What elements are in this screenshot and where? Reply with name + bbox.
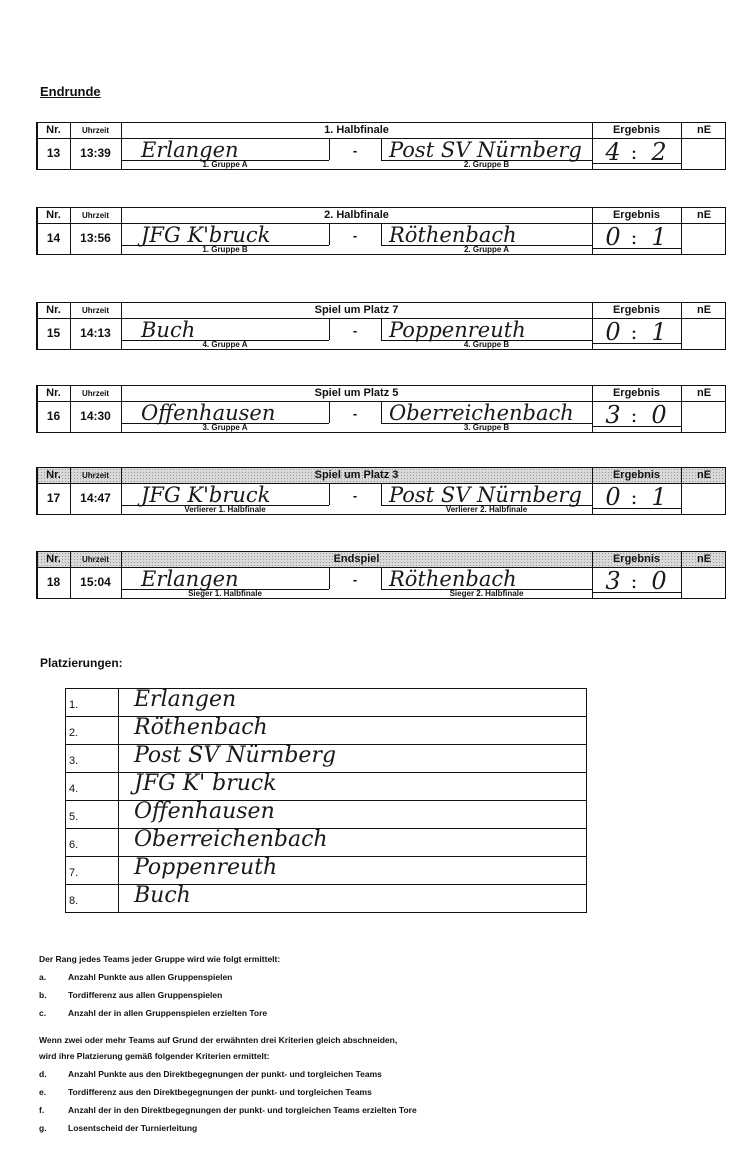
match-table	[36, 302, 726, 350]
match-number: 18	[46, 575, 61, 589]
match-number: 16	[46, 409, 61, 423]
team2-name: Poppenreuth	[389, 318, 526, 342]
match-number: 15	[46, 326, 61, 340]
score-separator: :	[630, 140, 638, 164]
rule-text: Anzahl der in den Direktbegegnungen der punkt- und torgleichen Teams erzielten Tore	[68, 1105, 417, 1115]
header-nr: Nr.	[46, 304, 61, 316]
rule-letter: f.	[39, 1105, 45, 1115]
rule-item	[39, 1083, 719, 1101]
vs-dash: -	[352, 323, 358, 338]
match-name: 2. Halbfinale	[324, 209, 389, 221]
header-time: Uhrzeit	[81, 211, 110, 220]
score-team1: 4	[605, 138, 621, 166]
score-separator: :	[630, 485, 638, 509]
match-name: Spiel um Platz 5	[314, 387, 399, 399]
placement-team: Poppenreuth	[134, 855, 278, 880]
placement-rank: 6.	[69, 839, 79, 851]
score-team2: 2	[651, 138, 667, 166]
rule-item	[39, 986, 719, 1004]
endrunde-title: Endrunde	[40, 84, 101, 99]
score-team1: 3	[605, 401, 621, 429]
team1-seed: 3. Gruppe A	[202, 423, 248, 432]
rule-item	[39, 1101, 719, 1119]
rules-intro-2b: wird ihre Platzierung gemäß folgender Kriterien ermittelt:	[39, 1051, 270, 1061]
match-table	[36, 207, 726, 255]
header-time: Uhrzeit	[81, 126, 110, 135]
placement-rank: 7.	[69, 867, 79, 879]
rule-text: Anzahl Punkte aus allen Gruppenspielen	[68, 972, 233, 982]
placement-rank: 8.	[69, 895, 79, 907]
score-team2: 0	[651, 401, 667, 429]
score-team2: 1	[651, 223, 667, 251]
header-ne: nE	[696, 469, 712, 481]
score-team2: 1	[651, 318, 667, 346]
header-ne: nE	[696, 387, 712, 399]
score-team1: 0	[605, 483, 621, 511]
score-separator: :	[630, 225, 638, 249]
header-result: Ergebnis	[612, 553, 661, 565]
vs-dash: -	[352, 143, 358, 158]
rule-letter: c.	[39, 1008, 47, 1018]
match-name: 1. Halbfinale	[324, 124, 389, 136]
header-time: Uhrzeit	[81, 555, 110, 564]
header-ne: nE	[696, 553, 712, 565]
match-time: 14:13	[80, 326, 111, 340]
rule-text: Losentscheid der Turnierleitung	[68, 1123, 198, 1133]
score-team2: 1	[651, 483, 667, 511]
header-nr: Nr.	[46, 209, 61, 221]
team1-name: JFG K'bruck	[141, 223, 271, 247]
rule-letter: d.	[39, 1069, 47, 1079]
header-nr: Nr.	[46, 469, 61, 481]
header-ne: nE	[696, 304, 712, 316]
team1-name: JFG K'bruck	[141, 483, 271, 507]
placement-team: JFG K' bruck	[134, 771, 277, 796]
match-table	[36, 122, 726, 170]
rule-item	[39, 968, 719, 986]
team2-seed: 2. Gruppe B	[463, 160, 510, 169]
rule-letter: e.	[39, 1087, 47, 1097]
team1-name: Erlangen	[141, 138, 239, 162]
header-time: Uhrzeit	[81, 471, 110, 480]
rule-letter: b.	[39, 990, 47, 1000]
rule-text: Anzahl Punkte aus den Direktbegegnungen der punkt- und torgleichen Teams	[68, 1069, 382, 1079]
match-time: 14:30	[80, 409, 111, 423]
team1-name: Buch	[141, 318, 196, 342]
team1-name: Offenhausen	[141, 401, 276, 425]
team1-seed: 1. Gruppe B	[202, 245, 248, 254]
team2-name: Röthenbach	[389, 567, 517, 591]
team1-seed: Verlierer 1. Halbfinale	[184, 505, 266, 514]
score-team1: 0	[605, 223, 621, 251]
rule-letter: g.	[39, 1123, 47, 1133]
match-time: 13:39	[80, 146, 111, 160]
team1-seed: 4. Gruppe A	[202, 340, 248, 349]
match-time: 15:04	[80, 575, 111, 589]
header-time: Uhrzeit	[81, 389, 110, 398]
header-nr: Nr.	[46, 387, 61, 399]
score-separator: :	[630, 320, 638, 344]
vs-dash: -	[352, 406, 358, 421]
rules-intro-1: Der Rang jedes Teams jeder Gruppe wird wie folgt ermittelt:	[39, 954, 281, 964]
header-result: Ergebnis	[612, 304, 661, 316]
vs-dash: -	[352, 488, 358, 503]
rules-intro-2a: Wenn zwei oder mehr Teams auf Grund der erwähnten drei Kriterien gleich abschneiden,	[39, 1035, 398, 1045]
team2-seed: 2. Gruppe A	[463, 245, 510, 254]
team2-name: Post SV Nürnberg	[389, 483, 582, 507]
match-time: 14:47	[80, 491, 111, 505]
team2-name: Post SV Nürnberg	[389, 138, 582, 162]
placement-team: Offenhausen	[134, 799, 275, 824]
placement-team: Post SV Nürnberg	[134, 743, 337, 768]
match-table	[36, 385, 726, 433]
score-separator: :	[630, 403, 638, 427]
placement-rank: 4.	[69, 783, 79, 795]
vs-dash: -	[352, 572, 358, 587]
team2-seed: Verlierer 2. Halbfinale	[445, 505, 528, 514]
rule-text: Tordifferenz aus den Direktbegegnungen der punkt- und torgleichen Teams	[68, 1087, 372, 1097]
placement-team: Röthenbach	[134, 715, 268, 740]
team1-name: Erlangen	[141, 567, 239, 591]
team2-seed: 4. Gruppe B	[463, 340, 510, 349]
match-table	[36, 551, 726, 599]
placement-rank: 2.	[69, 727, 79, 739]
score-team2: 0	[651, 567, 667, 595]
match-number: 13	[46, 146, 61, 160]
header-nr: Nr.	[46, 124, 61, 136]
header-result: Ergebnis	[612, 387, 661, 399]
team2-seed: Sieger 2. Halbfinale	[449, 589, 524, 598]
rule-letter: a.	[39, 972, 47, 982]
header-result: Ergebnis	[612, 469, 661, 481]
team1-seed: Sieger 1. Halbfinale	[188, 589, 262, 598]
match-name: Spiel um Platz 3	[314, 469, 399, 481]
header-ne: nE	[696, 124, 712, 136]
match-number: 17	[46, 491, 61, 505]
score-team1: 3	[605, 567, 621, 595]
team2-seed: 3. Gruppe B	[463, 423, 510, 432]
rule-item	[39, 1004, 719, 1022]
rule-item	[39, 1119, 719, 1137]
header-result: Ergebnis	[612, 124, 661, 136]
score-team1: 0	[605, 318, 621, 346]
team2-name: Röthenbach	[389, 223, 517, 247]
header-ne: nE	[696, 209, 712, 221]
match-name: Endspiel	[333, 553, 380, 565]
placements-title: Platzierungen:	[40, 656, 123, 670]
score-separator: :	[630, 569, 638, 593]
team2-name: Oberreichenbach	[389, 401, 574, 425]
team1-seed: 1. Gruppe A	[202, 160, 248, 169]
match-table	[36, 467, 726, 515]
match-number: 14	[46, 231, 61, 245]
match-time: 13:56	[80, 231, 111, 245]
placement-row	[66, 885, 586, 913]
header-result: Ergebnis	[612, 209, 661, 221]
vs-dash: -	[352, 228, 358, 243]
placement-team: Buch	[134, 883, 191, 908]
rule-text: Anzahl der in allen Gruppenspielen erzielten Tore	[68, 1008, 268, 1018]
rule-text: Tordifferenz aus allen Gruppenspielen	[68, 990, 223, 1000]
ranking-rules	[39, 950, 719, 1137]
rule-item	[39, 1065, 719, 1083]
placement-team: Oberreichenbach	[134, 827, 328, 852]
placement-rank: 1.	[69, 699, 79, 711]
placement-rank: 5.	[69, 811, 79, 823]
placement-team: Erlangen	[134, 687, 237, 712]
placement-rank: 3.	[69, 755, 79, 767]
match-name: Spiel um Platz 7	[314, 304, 399, 316]
header-time: Uhrzeit	[81, 306, 110, 315]
placements-table	[65, 688, 587, 913]
header-nr: Nr.	[46, 553, 61, 565]
